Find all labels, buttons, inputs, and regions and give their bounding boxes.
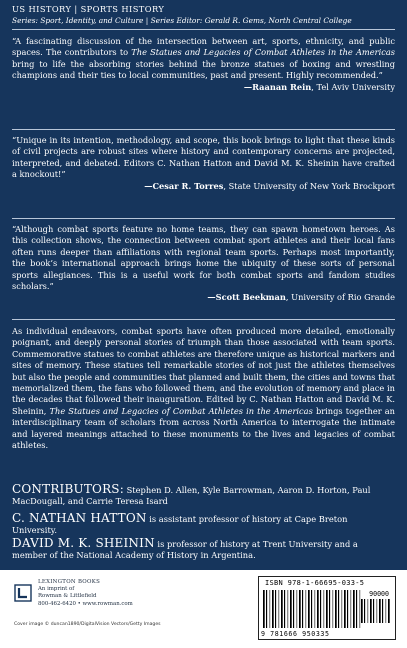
description-part-2: brings together an interdisciplinary team of scholars from across North America to interrogate the intimate and layered meanings attached to these monuments to the lives and legacies of combat athletes. (12, 405, 395, 451)
blurb-1-quote-a: “A fascinating discussion of the intersection between art, sports, ethnicity, and public spaces. The contributors to (12, 36, 395, 58)
blurb-3-affiliation: , University of Rio Grande (285, 292, 395, 303)
blurb-1-affiliation: , Tel Aviv University (311, 81, 395, 92)
barcode-bar (324, 590, 325, 628)
publisher-logo-icon (14, 584, 32, 602)
publisher-name: LEXINGTON BOOKS (38, 579, 101, 585)
barcode-bar (288, 590, 289, 628)
barcode-bar (342, 590, 343, 628)
barcode-bar (351, 590, 352, 628)
isbn-barcode (258, 576, 396, 640)
barcode-bar (361, 599, 363, 623)
divider (12, 129, 395, 130)
blurb-2 (12, 135, 395, 192)
barcode-bar (302, 590, 303, 628)
isbn-text: ISBN 978-1-66695-033-5 (265, 579, 365, 587)
barcode-bar (386, 599, 387, 623)
barcode-bar (270, 590, 271, 628)
barcode-bar (382, 599, 383, 623)
divider (12, 319, 395, 320)
barcode-bar (299, 590, 301, 628)
blurb-2-author: —Cesar R. Torres (144, 180, 224, 191)
barcode-bar (364, 599, 365, 623)
barcode-bar (317, 590, 319, 628)
barcode-bar (266, 590, 267, 628)
contributors (12, 484, 395, 508)
blurb-1-author: —Raanan Rein (243, 81, 312, 92)
barcode-bar (272, 590, 274, 628)
divider (12, 29, 395, 30)
barcode-bar (335, 590, 337, 628)
barcode-bar (338, 590, 339, 628)
description-book-title: The Statues and Legacies of Combat Athletes in the Americas (49, 405, 313, 416)
barcode-bar (297, 590, 298, 628)
barcode-bar (379, 599, 381, 623)
blurb-3-quote: “Although combat sports feature no home teams, they can spawn hometown heroes. As this collection shows, the connection between combat sport athletes and their local fans often runs deeper than affiliations with regional team sports. Perhaps most importantly, the book’s international approach brings home the ubiquity of these sorts of personal sports allegiances. This is a useful work for both combat sports and fandom studies scholars.” (12, 224, 395, 292)
price-barcode-bars (361, 599, 391, 623)
bio-sheinin-text: is professor of history at Trent University and a member of the National Academy of History in Argentina. (12, 539, 358, 561)
barcode-bar (347, 590, 348, 628)
barcode-bar (377, 599, 378, 623)
barcode-bar (370, 599, 372, 623)
blurb-2-attribution (12, 181, 395, 192)
price-code: 90000 (369, 590, 389, 598)
blurb-1-attribution (12, 82, 395, 93)
barcode-bar (308, 590, 310, 628)
barcode-bar (344, 590, 346, 628)
series-line: Series: Sport, Identity, and Culture | Series Editor: Gerald R. Gems, North Central College (12, 16, 352, 25)
contributors-label: CONTRIBUTORS: (12, 482, 124, 496)
barcode-bars (263, 590, 361, 628)
bio-sheinin (12, 538, 395, 562)
divider (12, 218, 395, 219)
blurb-1-book-title: The Statues and Legacies of Combat Athletes in the Americas (131, 47, 395, 58)
barcode-bar (284, 590, 285, 628)
barcode-bar (275, 590, 276, 628)
blurb-3 (12, 224, 395, 304)
barcode-bar (306, 590, 307, 628)
bio-hatton (12, 513, 395, 537)
footer-panel (0, 570, 407, 648)
barcode-bar (353, 590, 355, 628)
barcode-bar (388, 599, 390, 623)
barcode-bar (356, 590, 357, 628)
series-header (12, 4, 397, 26)
blurb-2-affiliation: , State University of New York Brockport (223, 180, 395, 191)
blurb-1 (12, 36, 395, 93)
barcode-bar (290, 590, 292, 628)
barcode-bar (326, 590, 328, 628)
barcode-bar (293, 590, 294, 628)
category-line: US HISTORY | SPORTS HISTORY (12, 4, 165, 14)
publisher-info (38, 579, 133, 608)
description-part-1: As individual endeavors, combat sports have often produced more detailed, emotionally poignant, and deeply personal stories of triumph than those associated with team sports. Commemorative statues to combat athletes are therefore unique as historical markers and sites of memory. These statues tell remarkable stories of not just the athletes themselves but also the people and communities that planned and built them, the cities and towns that memorialized them, the fans who followed them, and the evolution of memory and place in the decades that followed their inauguration. Edited by C. Nathan Hatton and David M. K. Sheinin, (12, 326, 395, 416)
blurb-3-author: —Scott Beekman (207, 292, 286, 303)
barcode-digits: 9 781666 950335 (261, 630, 330, 638)
barcode-bar (329, 590, 330, 628)
barcode-bar (279, 590, 280, 628)
barcode-bar (281, 590, 283, 628)
bio-hatton-text: is assistant professor of history at Cape Breton University. (12, 514, 348, 536)
contributors-names: Stephen D. Allen, Kyle Barrowman, Aaron D. Horton, Paul MacDougall, and Carrie Teresa Isard (12, 485, 371, 507)
bio-hatton-name: C. NATHAN HATTON (12, 511, 147, 525)
barcode-bar (311, 590, 312, 628)
barcode-bar (333, 590, 334, 628)
barcode-bar (373, 599, 374, 623)
book-description (12, 326, 395, 451)
blurb-2-quote: “Unique in its intention, methodology, and scope, this book brings to light that these kinds of civil projects are robust sites where history and contemporary concerns are projected, interpreted, and debated. Editors C. Nathan Hatton and David M. K. Sheinin have crafted a knockout!” (12, 135, 395, 180)
blurb-3-attribution (12, 292, 395, 303)
barcode-bar (368, 599, 369, 623)
bio-sheinin-name: DAVID M. K. SHEININ (12, 536, 155, 550)
cover-credit: Cover image © duncan1890/DigitalVision Vectors/Getty Images (14, 622, 161, 627)
publisher-parent: Rowman & Littlefield (38, 593, 97, 600)
publisher-contact: 800-462-6420 • www.rowman.com (38, 600, 133, 607)
publisher-imprint-line: An imprint of (38, 586, 75, 593)
barcode-bar (320, 590, 321, 628)
barcode-bar (315, 590, 316, 628)
barcode-bar (263, 590, 265, 628)
blurb-1-quote-b: bring to life the absorbing stories behind the bronze statues of boxing and wrestling champions and their ties to local communities, past and present. Highly recommended.” (12, 58, 395, 81)
